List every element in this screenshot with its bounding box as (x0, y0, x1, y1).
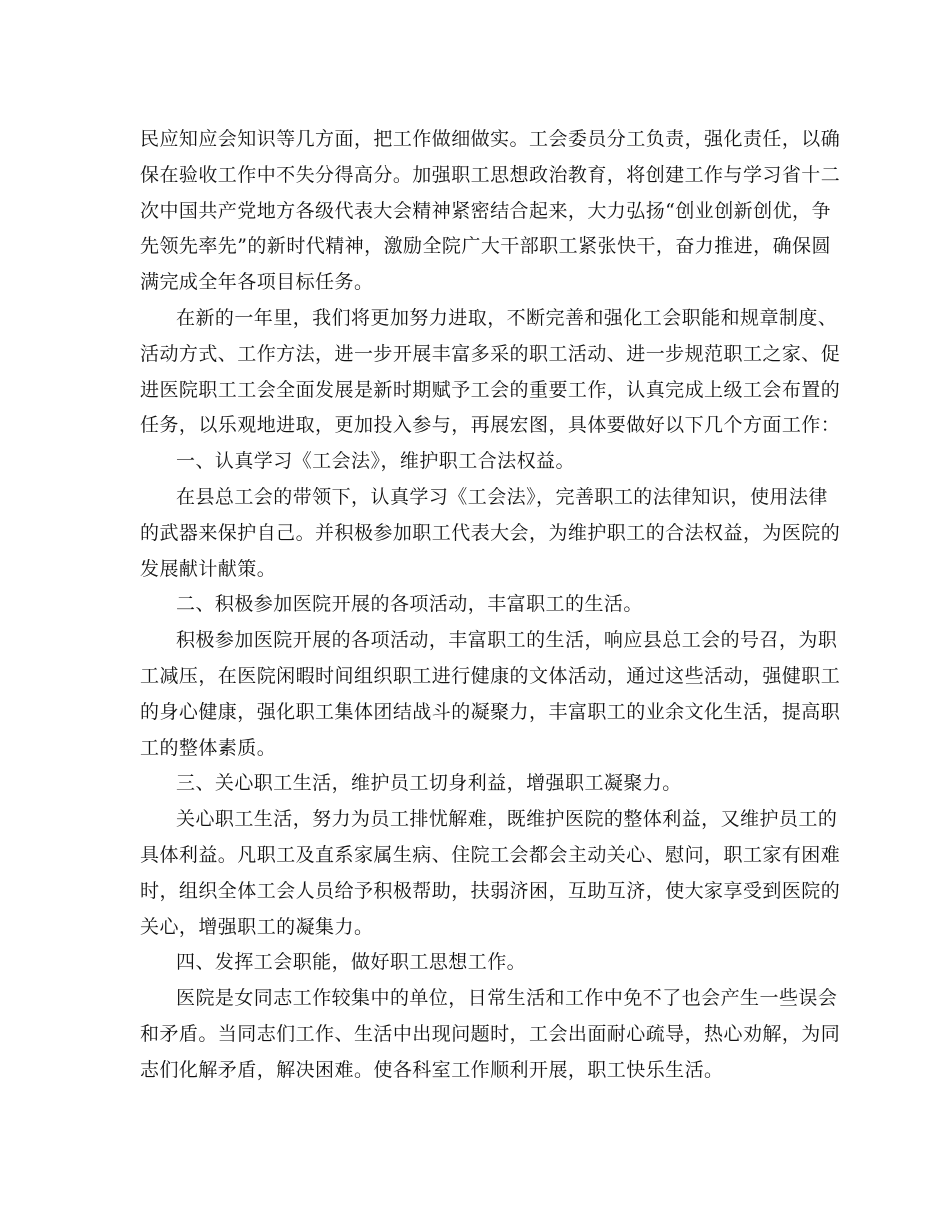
paragraph-line: 医院是女同志工作较集中的单位，日常生活和工作中免不了也会产生一些误会 (176, 987, 838, 1010)
document-body (140, 122, 841, 1089)
paragraph-line: 保在验收工作中不失分得高分。加强职工思想政治教育，将创建工作与学习省十二 (140, 163, 841, 186)
section-heading: 四、发挥工会职能，做好职工思想工作。 (176, 951, 527, 974)
paragraph-line: 满完成全年各项目标任务。 (140, 271, 374, 294)
paragraph-line: 发展献计献策。 (140, 557, 277, 580)
paragraph-line: 具体利益。凡职工及直系家属生病、住院工会都会主动关心、慰问，职工家有困难 (140, 843, 841, 866)
paragraph-line: 关心，增强职工的凝集力。 (140, 915, 374, 938)
paragraph-line: 的身心健康，强化职工集体团结战斗的凝聚力，丰富职工的业余文化生活，提高职 (140, 700, 841, 723)
paragraph-line: 进医院职工工会全面发展是新时期赋予工会的重要工作，认真完成上级工会布置的 (140, 378, 841, 401)
section-heading: 二、积极参加医院开展的各项活动，丰富职工的生活。 (176, 593, 643, 616)
paragraph-line: 工减压，在医院闲暇时间组织职工进行健康的文体活动，通过这些活动，强健职工 (140, 664, 841, 687)
paragraph-line: 民应知应会知识等几方面，把工作做细做实。工会委员分工负责，强化责任，以确 (140, 128, 841, 150)
paragraph-line: 志们化解矛盾，解决困难。使各科室工作顺利开展，职工快乐生活。 (140, 1058, 724, 1081)
paragraph-line: 工的整体素质。 (140, 736, 277, 759)
paragraph-line: 积极参加医院开展的各项活动，丰富职工的生活，响应县总工会的号召，为职 (176, 629, 838, 652)
paragraph-line: 任务，以乐观地进取，更加投入参与，再展宏图，具体要做好以下几个方面工作： (140, 414, 841, 437)
paragraph-line: 先领先率先”的新时代精神，激励全院广大干部职工紧张快干，奋力推进，确保圆 (140, 235, 831, 258)
section-heading: 一、认真学习《工会法》，维护职工合法权益。 (176, 450, 575, 473)
paragraph-line: 次中国共产党地方各级代表大会精神紧密结合起来，大力弘扬“创业创新创优，争 (140, 199, 831, 222)
paragraph-line: 活动方式、工作方法，进一步开展丰富多采的职工活动、进一步规范职工之家、促 (140, 342, 841, 365)
paragraph-line: 在新的一年里，我们将更加努力进取，不断完善和强化工会职能和规章制度、 (176, 306, 838, 329)
paragraph-line: 时，组织全体工会人员给予积极帮助，扶弱济困，互助互济，使大家享受到医院的 (140, 879, 841, 902)
paragraph-line: 的武器来保护自己。并积极参加职工代表大会，为维护职工的合法权益，为医院的 (140, 521, 841, 544)
paragraph-line: 在县总工会的带领下，认真学习《工会法》，完善职工的法律知识，使用法律 (176, 485, 828, 508)
section-heading: 三、关心职工生活，维护员工切身利益，增强职工凝聚力。 (176, 772, 682, 795)
paragraph-line: 和矛盾。当同志们工作、生活中出现问题时，工会出面耐心疏导，热心劝解，为同 (140, 1022, 841, 1045)
paragraph-line: 关心职工生活，努力为员工排忧解难，既维护医院的整体利益，又维护员工的 (176, 808, 838, 831)
